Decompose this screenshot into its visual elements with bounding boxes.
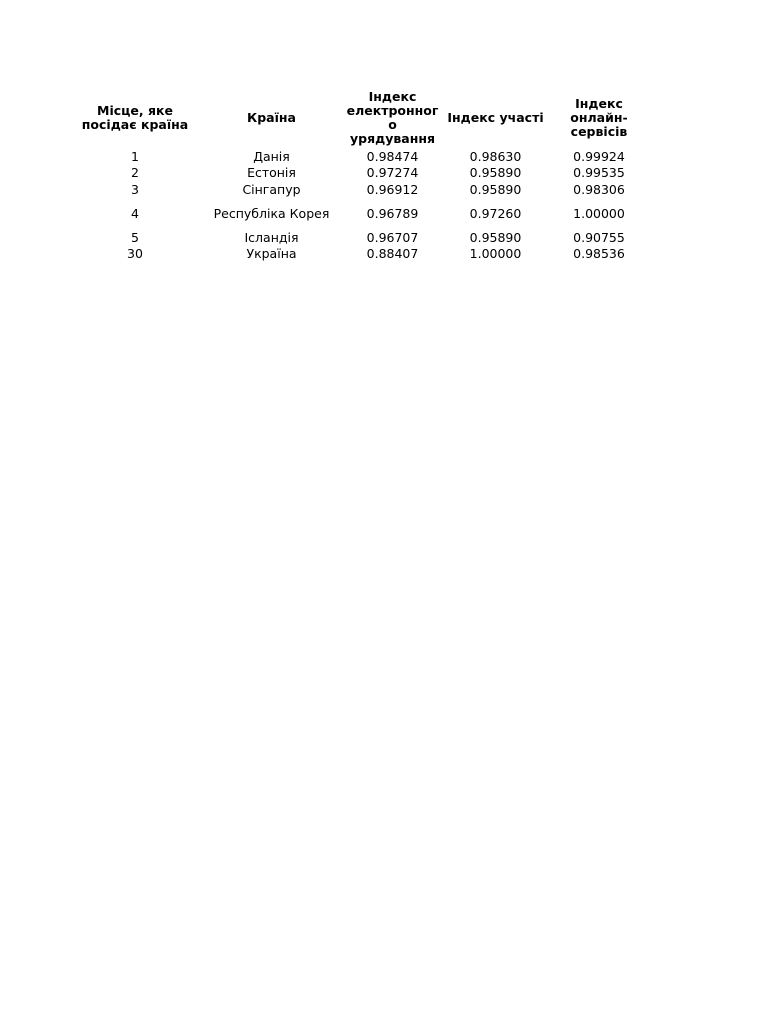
cell-country: Естонія — [247, 165, 296, 180]
cell-rank: 5 — [131, 230, 139, 245]
header-country — [205, 87, 338, 149]
cell-country: Сінгапур — [242, 182, 301, 197]
e-government-index-table — [65, 87, 654, 261]
cell-participation-index: 1.00000 — [469, 246, 522, 261]
header-egov-index-line: урядування — [349, 131, 435, 146]
cell-rank: 1 — [131, 149, 139, 164]
header-egov-index-line: електронног — [346, 103, 439, 118]
header-online-services-index-line: онлайн- — [570, 110, 628, 125]
cell-egov-index: 0.97274 — [366, 165, 419, 180]
table-row — [65, 181, 654, 199]
cell-rank: 2 — [131, 165, 139, 180]
cell-participation-index: 0.97260 — [469, 206, 522, 221]
header-rank-line: посідає країна — [81, 117, 189, 132]
cell-egov-index: 0.98474 — [366, 149, 419, 164]
cell-country: Ісландія — [244, 230, 299, 245]
header-online-services-index-line: Індекс — [575, 96, 623, 111]
cell-participation-index: 0.98630 — [469, 149, 522, 164]
cell-country: Данія — [253, 149, 290, 164]
cell-online-services-index: 0.98306 — [573, 182, 625, 197]
header-rank-line: Місце, яке — [97, 103, 173, 118]
table-header-row — [65, 87, 654, 149]
table-row — [65, 247, 654, 261]
header-participation-index-line: Індекс участі — [447, 110, 544, 125]
cell-online-services-index: 0.99535 — [573, 165, 625, 180]
cell-egov-index: 0.96912 — [366, 182, 419, 197]
cell-egov-index: 0.96789 — [366, 206, 419, 221]
table-row — [65, 165, 654, 181]
header-rank — [65, 87, 205, 149]
header-online-services-index-line: сервісів — [570, 124, 628, 139]
header-egov-index — [338, 87, 447, 149]
cell-rank: 3 — [131, 182, 139, 197]
cell-online-services-index: 0.90755 — [573, 230, 625, 245]
cell-participation-index: 0.95890 — [469, 165, 522, 180]
cell-rank: 4 — [131, 206, 139, 221]
cell-egov-index: 0.88407 — [366, 246, 419, 261]
header-country-line: Країна — [247, 110, 296, 125]
header-egov-index-line: о — [388, 117, 397, 132]
cell-online-services-index: 1.00000 — [573, 206, 625, 221]
table-row — [65, 149, 654, 165]
header-online-services-index — [544, 87, 654, 149]
cell-participation-index: 0.95890 — [469, 230, 522, 245]
cell-participation-index: 0.95890 — [469, 182, 522, 197]
table-row — [65, 229, 654, 247]
cell-online-services-index: 0.98536 — [573, 246, 625, 261]
cell-egov-index: 0.96707 — [366, 230, 419, 245]
cell-rank: 30 — [127, 246, 143, 261]
table-row — [65, 199, 654, 229]
cell-online-services-index: 0.99924 — [573, 149, 625, 164]
header-participation-index — [447, 87, 544, 149]
cell-country: Республіка Корея — [213, 206, 330, 221]
cell-country: Україна — [246, 246, 297, 261]
header-egov-index-line: Індекс — [368, 89, 417, 104]
